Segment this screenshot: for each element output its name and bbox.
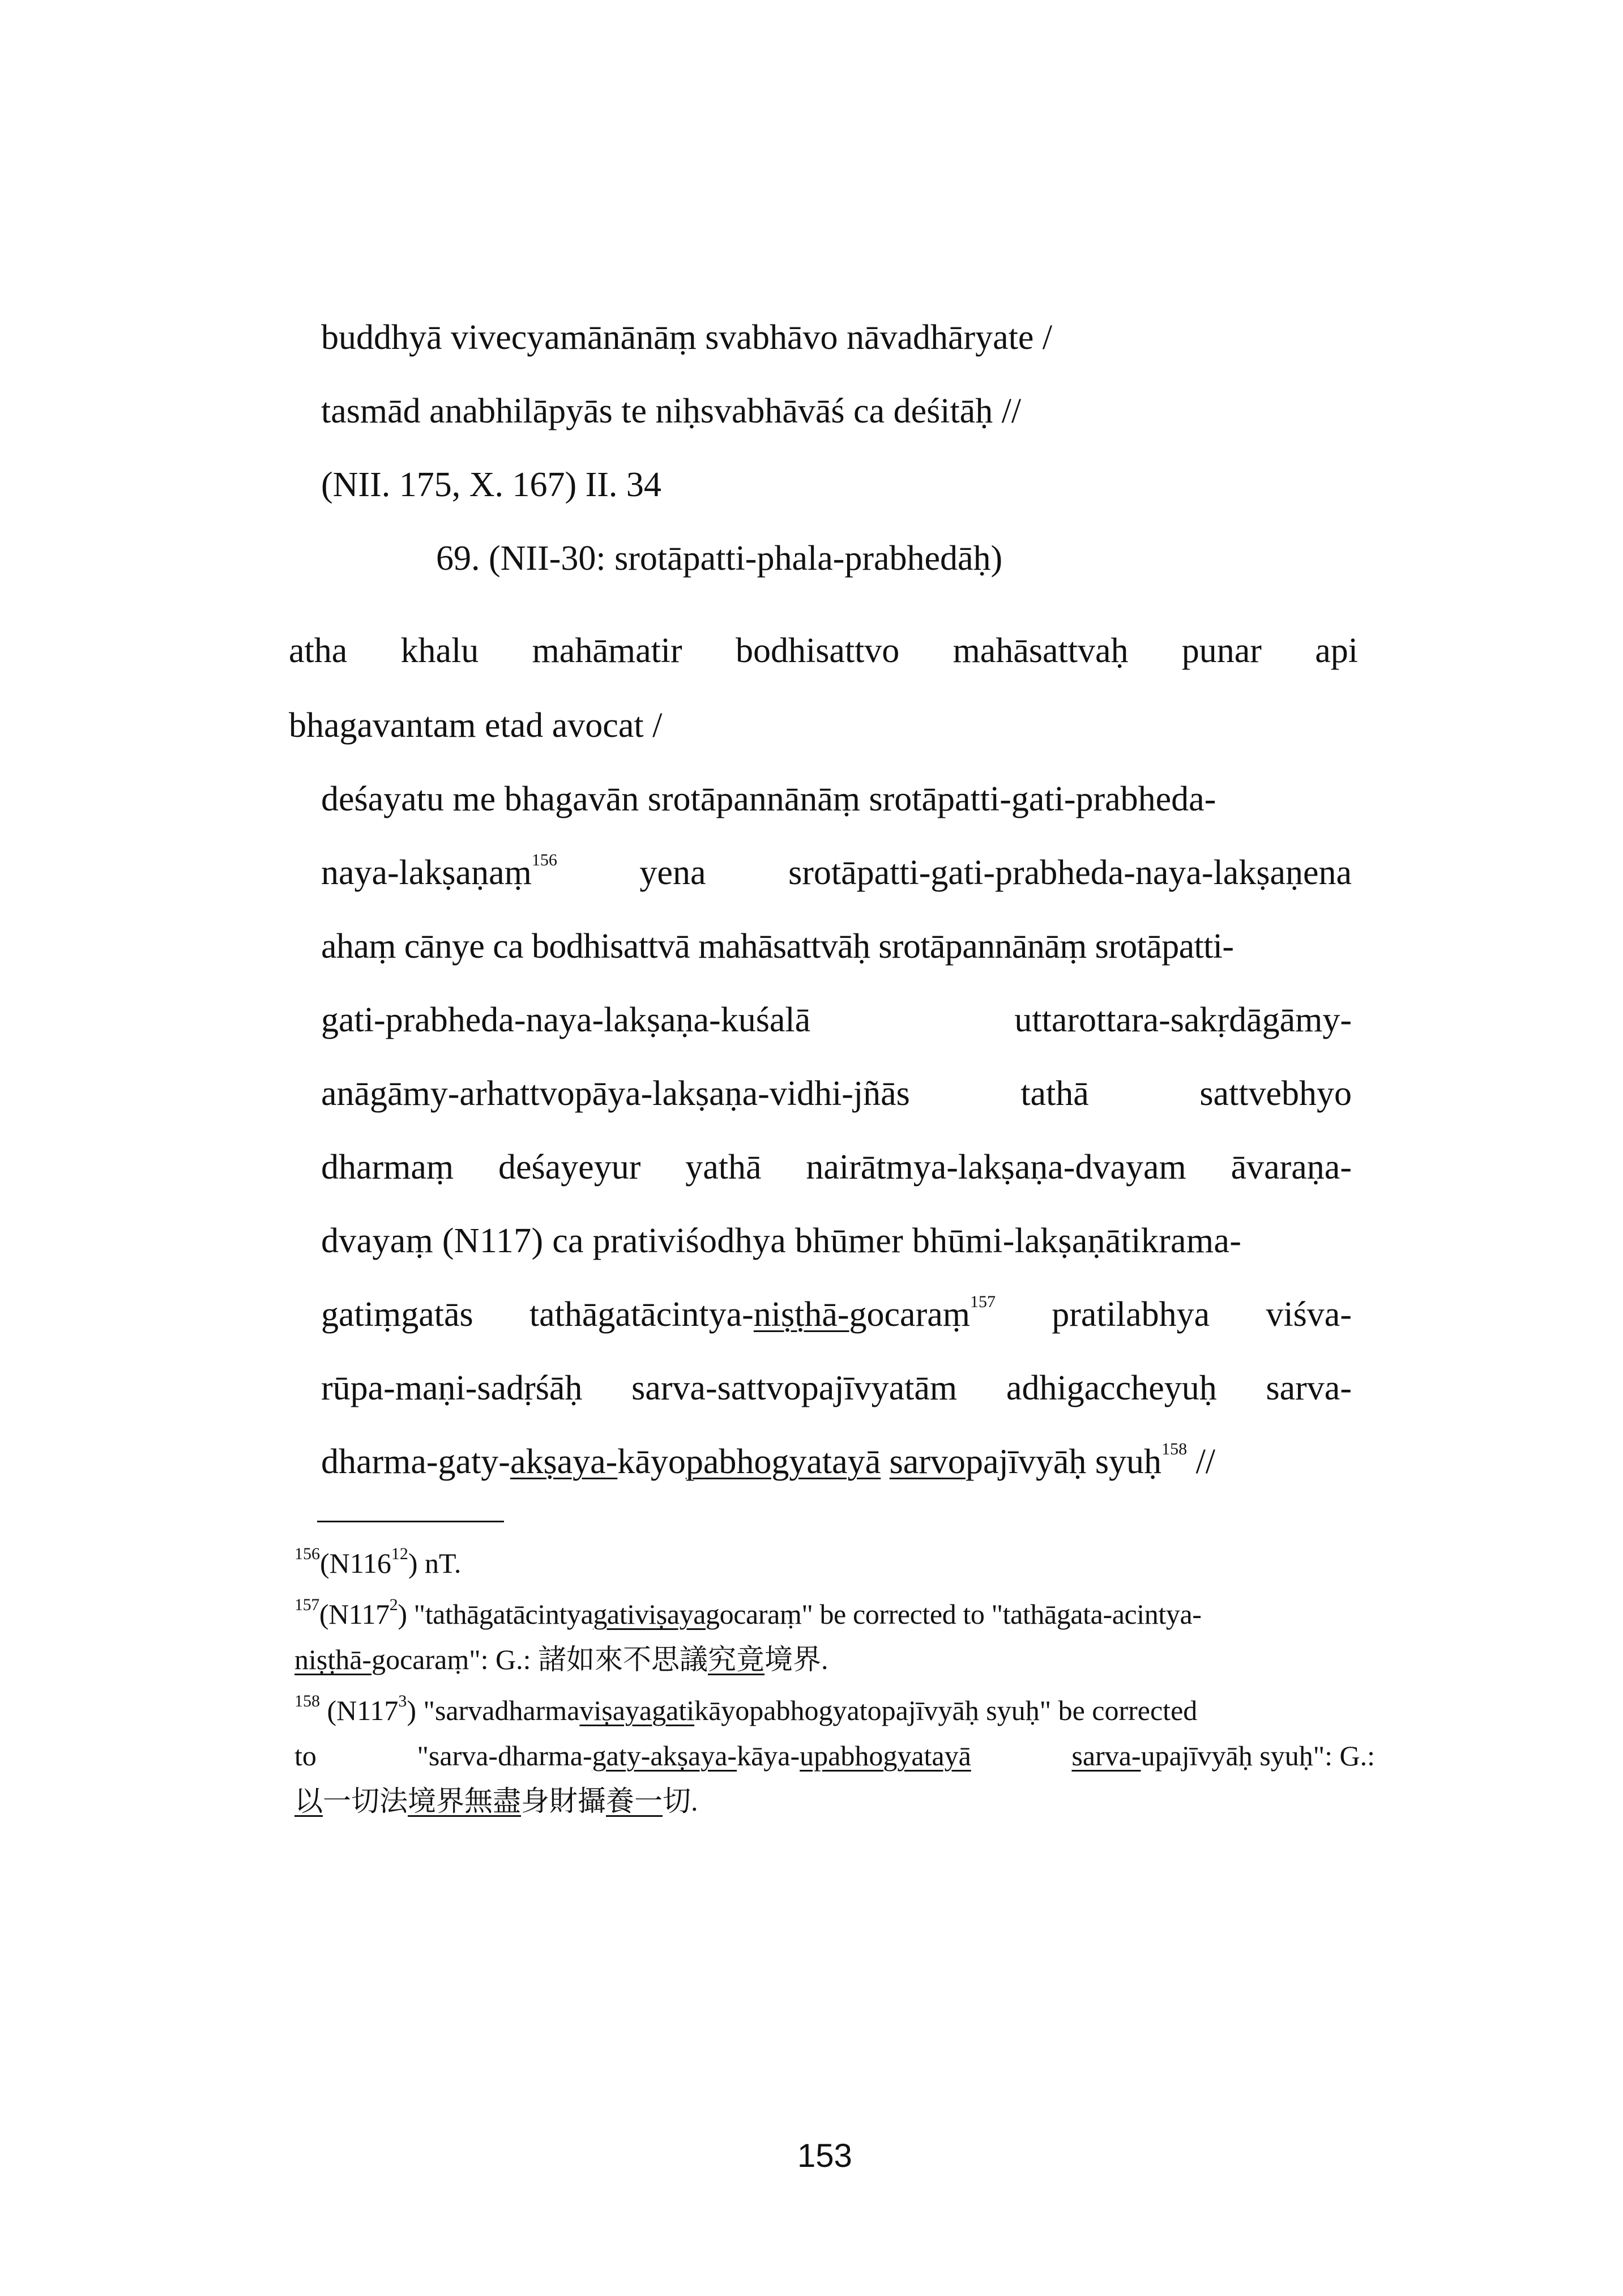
body-text: gati-prabheda-naya-lakṣaṇa-kuśalā: [321, 1001, 811, 1039]
body-text: naya-lakṣaṇaṃ$^{156}$: [321, 851, 557, 892]
verse-reference: (NII. 175, X. 167) II. 34: [321, 466, 661, 504]
body-text: yathā: [685, 1148, 762, 1187]
footnote-ref-156[interactable]: 156: [531, 851, 557, 869]
footnote-158: $^{158}$ $(N117^3)$ "sarvadharmaviṣayagatikāyopabhogyatopajīvyāḥ syuḥ" be corrected: [294, 1692, 1198, 1726]
intro-word: punar: [1181, 631, 1262, 670]
body-text: rūpa-maṇi-sadṛśāḥ: [321, 1369, 583, 1407]
body-text: nairātmya-lakṣaṇa-dvayam: [806, 1148, 1186, 1187]
intro-word: mahāsattvaḥ: [953, 631, 1129, 670]
body-line-10: dharma-gaty-akṣaya-kāyopabhogyatayā sarvopajīvyāḥ syuḥ$^{158}$ //: [321, 1440, 1216, 1481]
footnote-158-line-2: to "sarva-dharma-gaty-akṣaya-kāya-upabhogyatayā sarva-upajīvyāḥ syuḥ": G.:: [294, 1740, 1375, 1772]
underlined-term: akṣaya-: [510, 1443, 618, 1481]
verse-line-2: tasmād anabhilāpyās te niḥsvabhāvāś ca deśitāḥ //: [321, 392, 1022, 430]
body-line-5: [321, 1076, 1352, 1111]
page-number: 153: [797, 2137, 852, 2174]
footnote-156: $^{156}(N116^{12})$ nT.: [294, 1544, 462, 1579]
body-text: tathā: [1020, 1074, 1089, 1113]
body-text: pratilabhya: [1052, 1295, 1210, 1334]
footnote-158-line-3: 以一切法境界無盡身財攝養一切.: [294, 1785, 698, 1817]
underlined-term: pabhogyatayā: [685, 1443, 881, 1481]
verse-line-1: buddhyā vivecyamānānāṃ svabhāvo nāvadhāryate /: [321, 318, 1053, 357]
body-text: srotāpatti-gati-prabheda-naya-lakṣaṇena: [788, 853, 1352, 892]
intro-line-2: bhagavantam etad avocat /: [289, 706, 663, 745]
body-line-4: [321, 1002, 1352, 1038]
body-line-7: dvayaṃ (N117) ca prativiśodhya bhūmer bhūmi-lakṣaṇātikrama-: [321, 1222, 1242, 1260]
body-line-8: [321, 1292, 1352, 1334]
footnote-divider: [317, 1521, 504, 1522]
footnote-ref-157[interactable]: 157: [969, 1292, 996, 1311]
body-text: āvaraṇa-: [1231, 1148, 1352, 1187]
body-text: viśva-: [1266, 1295, 1352, 1334]
footnote-157-cont: niṣṭhā-gocaraṃ": G.: 諸如來不思議究竟境界.: [294, 1644, 828, 1675]
body-line-1: deśayatu me bhagavān srotāpannānāṃ srotāpatti-gati-prabheda-: [321, 780, 1216, 818]
body-line-2: [321, 851, 1352, 892]
body-text: deśayeyur: [498, 1148, 641, 1187]
body-text: yena: [639, 853, 706, 892]
body-line-9: [321, 1371, 1352, 1406]
underlined-term: sarvo: [889, 1443, 966, 1481]
body-line-6: [321, 1150, 1352, 1185]
intro-line-1: [289, 633, 1358, 668]
body-text: adhigaccheyuḥ: [1006, 1369, 1217, 1407]
intro-word: bodhisattvo: [735, 631, 900, 670]
body-text: sattvebhyo: [1199, 1074, 1352, 1113]
footnote-157: $^{157}(N117^2)$ "tathāgatācintyagativiṣayagocaraṃ" be corrected to "tathāgata-acintya-: [294, 1595, 1202, 1630]
body-text: uttarottara-sakṛdāgāmy-: [1014, 1001, 1352, 1039]
footnote-ref-158[interactable]: 158: [1161, 1440, 1188, 1458]
underlined-term: niṣṭhā-: [753, 1295, 849, 1334]
intro-word: atha: [289, 631, 348, 670]
intro-word: khalu: [400, 631, 479, 670]
intro-word: api: [1315, 631, 1358, 670]
intro-word: mahāmatir: [532, 631, 682, 670]
body-text: anāgāmy-arhattvopāya-lakṣaṇa-vidhi-jñās: [321, 1074, 910, 1113]
body-text: sarva-sattvopajīvyatām: [631, 1369, 958, 1407]
body-text: gatiṃgatās: [321, 1295, 473, 1334]
body-line-3: ahaṃ cānye ca bodhisattvā mahāsattvāḥ srotāpannānāṃ srotāpatti-: [321, 927, 1234, 966]
body-text: tathāgatācintya-niṣṭhā-gocaraṃ$^{157}$: [529, 1292, 996, 1334]
section-heading: 69. (NII-30: srotāpatti-phala-prabhedāḥ): [436, 539, 1003, 578]
body-text: dharmaṃ: [321, 1148, 454, 1187]
body-text: sarva-: [1266, 1369, 1352, 1407]
